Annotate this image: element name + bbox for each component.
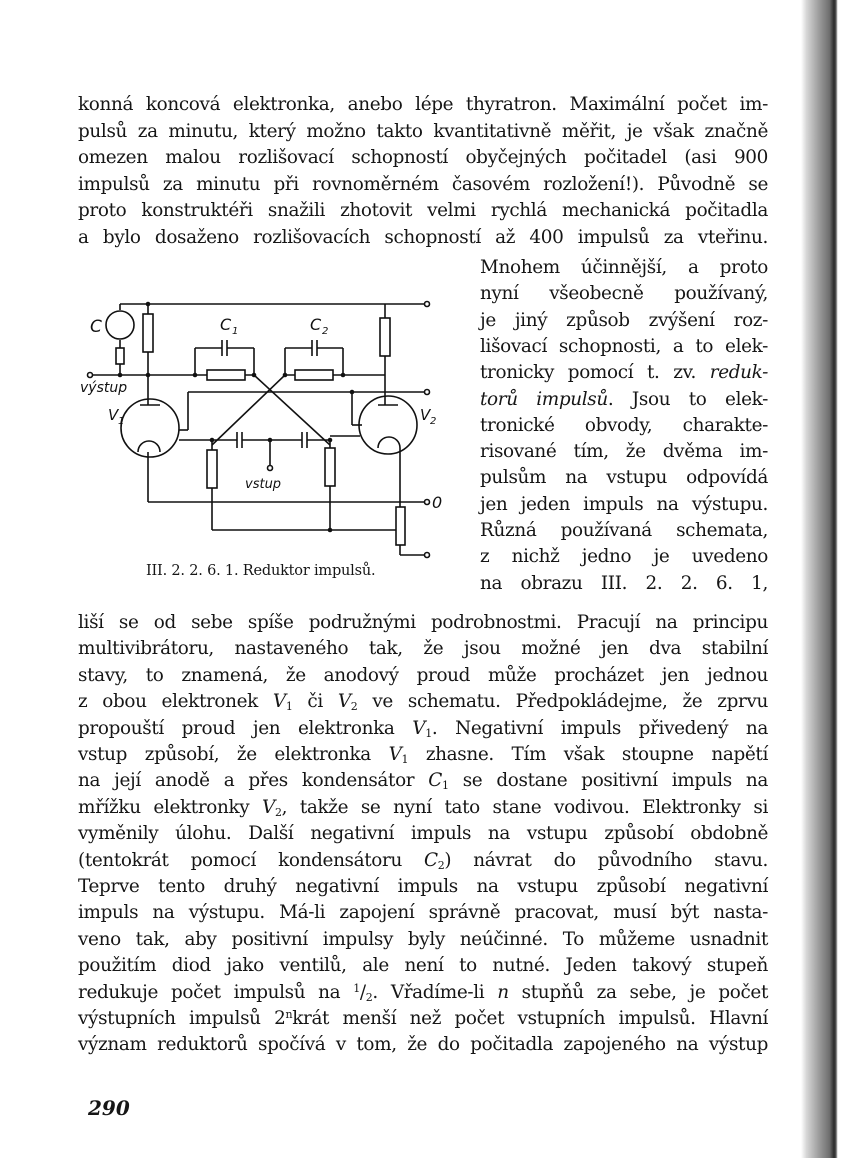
text-line: proto konstruktéři snažili zhotovit velmi rychlá mechanická počitadla	[78, 200, 768, 222]
text-line: výstupních impulsů 2$^n$krát menší než počet vstupních impulsů. Hlavní	[78, 1008, 768, 1029]
text-line: risované tím, že dvěma im-	[480, 441, 768, 463]
text-line: Teprve tento druhý negativní impuls na vstupu způsobí negativní	[78, 876, 768, 897]
circuit-diagram-figure	[80, 280, 460, 570]
figure-caption: III. 2. 2. 6. 1. Reduktor impulsů.	[146, 563, 376, 579]
text-line: veno tak, aby positivní impulsy byly neúčinné. To můžeme usnadnit	[78, 928, 768, 950]
text-line: význam reduktorů spočívá v tom, že do počitadla zapojeného na výstup	[78, 1034, 768, 1056]
text-line: nyní všeobecně používaný,	[480, 283, 768, 305]
text-line: na obrazu III. 2. 2. 6. 1,	[480, 572, 768, 594]
label-v1-sub: 1	[118, 416, 125, 427]
text-line: torů impulsů. Jsou to elek-	[480, 388, 768, 410]
text-line: Mnohem účinnější, a proto	[480, 257, 768, 278]
label-ground: 0	[432, 493, 443, 512]
text-line: tronické obvody, charakte-	[480, 414, 768, 436]
label-c1: C	[220, 315, 232, 334]
text-line: propouští proud jen elektronka $V_1$. Negativní impuls přivedený na	[78, 717, 768, 740]
text-line: lišovací schopnosti, a to elek-	[480, 335, 768, 357]
label-c2: C	[310, 315, 322, 334]
text-line: konná koncová elektronka, anebo lépe thyratron. Maximální počet im-	[78, 94, 768, 115]
text-line: pulsům na vstupu odpovídá	[480, 467, 768, 489]
label-v2: V	[420, 406, 431, 424]
text-line: tronicky pomocí t. zv. reduk-	[480, 362, 768, 384]
text-line: vstup způsobí, že elektronka $V_1$ zhasne. Tím však stoupne napětí	[78, 744, 768, 766]
label-counter-tube: C	[90, 317, 102, 337]
text-line: liší se od sebe spíše podružnými podrobnostmi. Pracují na principu	[78, 612, 768, 633]
text-line: stavy, to znamená, že anodový proud může procházet jen jednou	[78, 664, 768, 686]
label-v1: V	[108, 406, 119, 424]
text-line: redukuje počet impulsů na $^1/_2$. Vřadíme-li n stupňů za sebe, je počet	[78, 981, 768, 1004]
text-line: jen jeden impuls na výstupu.	[480, 493, 768, 515]
text-line: z obou elektronek $V_1$ či $V_2$ ve schematu. Předpokládejme, že zprvu	[78, 691, 768, 714]
book-binding-shadow	[801, 0, 847, 1158]
text-line: je jiný způsob zvýšení roz-	[480, 309, 768, 331]
text-line: multivibrátoru, nastaveného tak, že jsou možné jen dva stabilní	[78, 638, 768, 660]
page-number: 290	[88, 1096, 130, 1120]
text-line: Různá používaná schemata,	[480, 520, 768, 541]
text-line: z nichž jedno je uvedeno	[480, 546, 768, 568]
pulse-reducer-circuit-icon	[80, 280, 460, 570]
text-line: použitím diod jako ventilů, ale není to nutné. Jeden takový stupeň	[78, 955, 768, 977]
label-output: výstup	[80, 380, 128, 396]
label-c2-sub: 2	[322, 326, 329, 337]
text-line: na její anodě a přes kondensátor $C_1$ se dostane positivní impuls na	[78, 770, 768, 793]
text-line: (tentokrát pomocí kondensátoru $C_2$) návrat do původního stavu.	[78, 849, 768, 872]
text-line: pulsů za minutu, který možno takto kvantitativně měřit, je však značně	[78, 120, 768, 142]
text-line: mřížku elektronky $V_2$, takže se nyní tato stane vodivou. Elektronky si	[78, 796, 768, 819]
text-line: vyměnily úlohu. Další negativní impuls na vstupu způsobí obdobně	[78, 823, 768, 845]
label-input: vstup	[245, 477, 282, 492]
text-line: impulsů za minutu při rovnoměrném časovém rozložení!). Původně se	[78, 173, 768, 195]
label-c1-sub: 1	[232, 326, 239, 337]
label-v2-sub: 2	[430, 416, 437, 427]
text-line: a bylo dosaženo rozlišovacích schopností až 400 impulsů za vteřinu.	[78, 227, 768, 248]
text-line: omezen malou rozlišovací schopností obyčejných počitadel (asi 900	[78, 147, 768, 169]
text-line: impuls na výstupu. Má-li zapojení správně pracovat, musí být nasta-	[78, 902, 768, 924]
